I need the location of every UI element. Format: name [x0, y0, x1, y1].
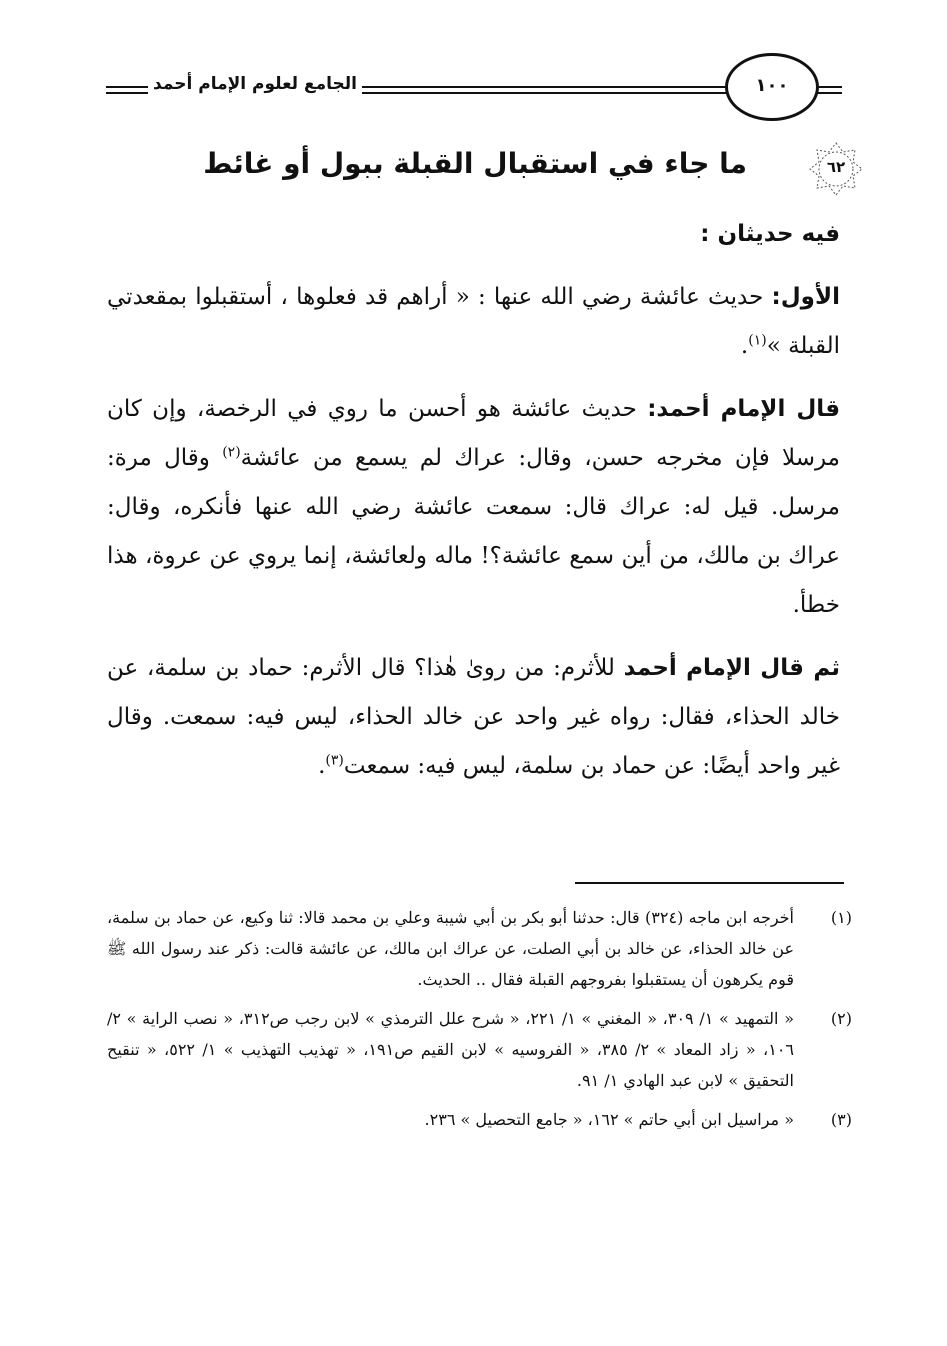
header-rule-left-bottom — [106, 92, 148, 94]
intro-line: فيه حديثان : — [700, 221, 840, 247]
page-header — [0, 0, 947, 140]
footnote-text: « التمهيد » ١/ ٣٠٩، « المغني » ١/ ٢٢١، « شرح علل الترمذي » لابن رجب ص٣١٢، « نصب الراية » ٢/ ١٠٦، « زاد المعاد » ٢/ ٣٨٥، « الفروسيه » لابن القيم ص١٩١، « تهذيب التهذيب » ١/ ٥٢٢، « تنقيح التحقيق » لابن عبد الهادي ١/ ٩١. — [107, 1009, 795, 1090]
chapter-title: ما جاء في استقبال القبلة ببول أو غائط — [203, 147, 747, 180]
imam-saying-paragraph — [107, 385, 840, 630]
imam-saying-lead: قال الإمام أحمد: — [647, 396, 841, 422]
athram-dialogue-text: للأثرم: من روىٰ هٰذا؟ قال الأثرم: حماد بن سلمة، عن خالد الحذاء، فقال: رواه غير واحد عن خالد الحذاء، ليس فيه: سمعت. وقال غير واحد أيضًا: عن حماد بن سلمة، ليس فيه: سمعت — [107, 655, 840, 779]
athram-dialogue-lead: ثم قال الإمام أحمد — [623, 655, 840, 681]
chapter-number: ٦٢ — [826, 158, 846, 176]
page-number: ١٠٠ — [755, 75, 789, 96]
footnote-separator — [575, 882, 844, 884]
first-hadith-tail: . — [740, 333, 749, 359]
main-text — [107, 210, 840, 791]
footnote-text: أخرجه ابن ماجه (٣٢٤) قال: حدثنا أبو بكر بن أبي شيبة وعلي بن محمد قالا: ثنا وكيع، عن حماد بن سلمة، عن خالد الحذاء، عن خالد بن أبي الصلت، عن عراك ابن مالك، عن عائشة قالت: ذكر عند رسول الله ﷺ قوم يكرهون أن يستقبلوا بفروجهم القبلة فقال .. الحديث. — [107, 908, 794, 989]
footnote-number: (٢) — [830, 1009, 852, 1028]
footnote-ref-3: (٣) — [325, 752, 344, 769]
page-number-badge — [725, 53, 819, 121]
header-rule-left-top — [106, 86, 148, 88]
first-hadith-paragraph — [107, 273, 840, 371]
footnote-2 — [107, 1003, 852, 1096]
athram-dialogue-paragraph — [107, 644, 840, 791]
chapter-number-ornament — [807, 140, 865, 198]
footnote-text: « مراسيل ابن أبي حاتم » ١٦٢، « جامع التحصيل » ٢٣٦. — [424, 1110, 794, 1129]
header-rule-middle-bottom — [362, 92, 728, 94]
footnote-number: (١) — [830, 908, 852, 927]
running-title: الجامع لعلوم الإمام أحمد — [153, 74, 357, 94]
footnote-3 — [107, 1104, 852, 1135]
first-hadith-lead: الأول: — [771, 284, 840, 310]
imam-saying-text-2: وقال مرة: مرسل. قيل له: عراك قال: سمعت عائشة رضي الله عنها فأنكره، وقال: عراك بن مالك، من أين سمع عائشة؟! ماله ولعائشة، إنما يروي عن عروة، هذا خطأ. — [107, 445, 840, 618]
footnotes — [107, 902, 852, 1143]
footnote-ref-1: (١) — [748, 332, 767, 349]
header-rule-middle-top — [362, 86, 728, 88]
first-hadith-text: حديث عائشة رضي الله عنها : « أراهم قد فعلوها ، أستقبلوا بمقعدتي القبلة » — [107, 284, 840, 359]
imam-saying-text-1: حديث عائشة هو أحسن ما روي في الرخصة، وإن كان مرسلا فإن مخرجه حسن، وقال: عراك لم يسمع من عائشة — [107, 396, 840, 471]
athram-dialogue-tail: . — [318, 753, 326, 779]
chapter-heading — [203, 140, 865, 200]
footnote-1 — [107, 902, 852, 995]
header-rule-right-bottom — [816, 92, 842, 94]
footnote-ref-2: (٢) — [222, 444, 241, 461]
header-rule-right-top — [816, 86, 842, 88]
footnote-number: (٣) — [830, 1110, 852, 1129]
